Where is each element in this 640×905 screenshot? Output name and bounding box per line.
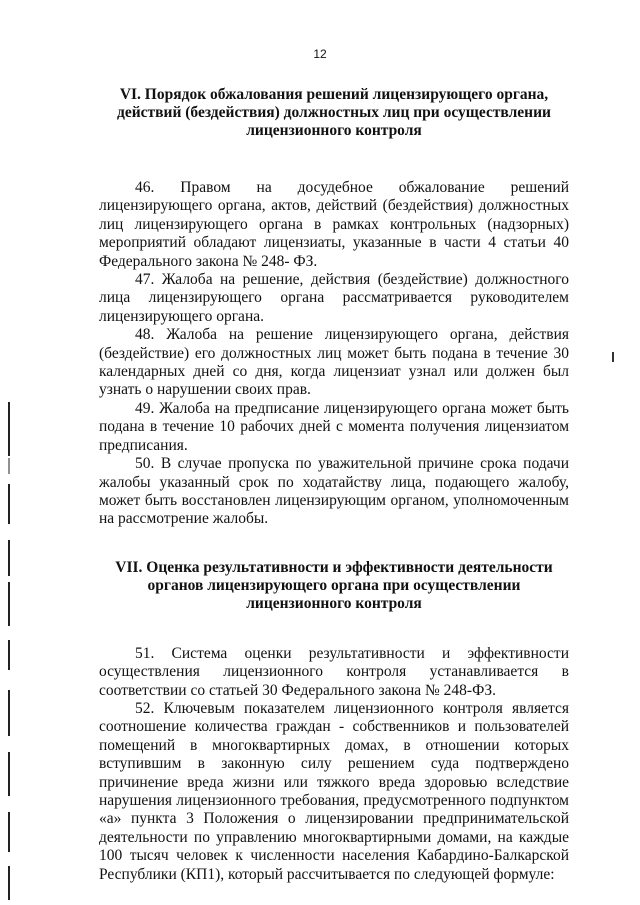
heading-line: лицензионного контроля [246,594,422,612]
scan-edge-mark [8,690,10,736]
document-body [99,86,569,884]
paragraph-52: 52. Ключевым показателем лицензионного контроля является соотношение количества граждан - собственников и пользователей помещений в многоквартирных домах, в отношении которых вступившим в законную силу решением суда подтверждено причинение вреда жизни или тяжкого вреда здоровью вследствие нарушения лицензионного требования, предусмотренного подпунктом «а» пункта 3 Положения о лицензировании предпринимательской деятельности по управлению многоквартирными домами, на каждые 100 тысяч человек к численности населения Кабардино-Балкарской Республики (КП1), который рассчитывается по следующей формуле: [99,699,569,883]
scan-edge-mark [8,484,10,524]
page-number: 12 [313,47,327,61]
heading-line: действий (бездействия) должностных лиц при осуществлении [117,104,551,121]
paragraph-46: 46. Правом на досудебное обжалование решений лицензирующего органа, актов, действий (бездействия) должностных лиц лицензирующего органа в рамках контрольных (надзорных) мероприятий обладают лицензиаты, указанные в части 4 статьи 40 Федерального закона № 248- ФЗ. [99,179,569,270]
scan-edge-mark [8,458,10,474]
section-heading-6 [99,86,569,140]
paragraph-47: 47. Жалоба на решение, действия (бездействие) должностного лица лицензирующего органа рассматривается руководителем лицензирующего органа. [99,271,569,325]
heading-line: лицензионного контроля [246,122,422,139]
scan-edge-mark [8,752,10,796]
scan-edge-mark [8,582,10,626]
scan-edge-mark [8,540,10,576]
paragraph-50: 50. В случае пропуска по уважительной причине срока подачи жалобы указанный срок по ходатайству лица, подающего жалобу, может быть восстановлен лицензирующим органом, уполномоченным на рассмотрение жалобы. [99,455,569,528]
paragraph-51: 51. Система оценки результативности и эффективности осуществления лицензионного контроля устанавливается в соответствии со статьей 30 Федерального закона № 248-ФЗ. [99,644,569,699]
scan-edge-mark [8,402,10,456]
heading-line: органов лицензирующего органа при осуществлении [147,576,521,594]
heading-line: VI. Порядок обжалования решений лицензирующего органа, [119,86,549,103]
scan-edge-mark [8,866,10,900]
scan-edge-mark [612,352,614,362]
heading-line: VII. Оценка результативности и эффективности деятельности [115,558,553,576]
paragraph-49: 49. Жалоба на предписание лицензирующего органа может быть подана в течение 10 рабочих дней с момента получения лицензиатом предписания. [99,399,569,454]
scan-edge-mark [8,640,10,670]
section-heading-7 [99,559,569,613]
paragraph-48: 48. Жалоба на решение лицензирующего органа, действия (бездействие) его должностных лиц может быть подана в течение 30 календарных дней со дня, когда лицензиат узнал или должен был узнать о нарушении своих прав. [99,326,569,399]
scan-edge-mark [8,812,10,852]
